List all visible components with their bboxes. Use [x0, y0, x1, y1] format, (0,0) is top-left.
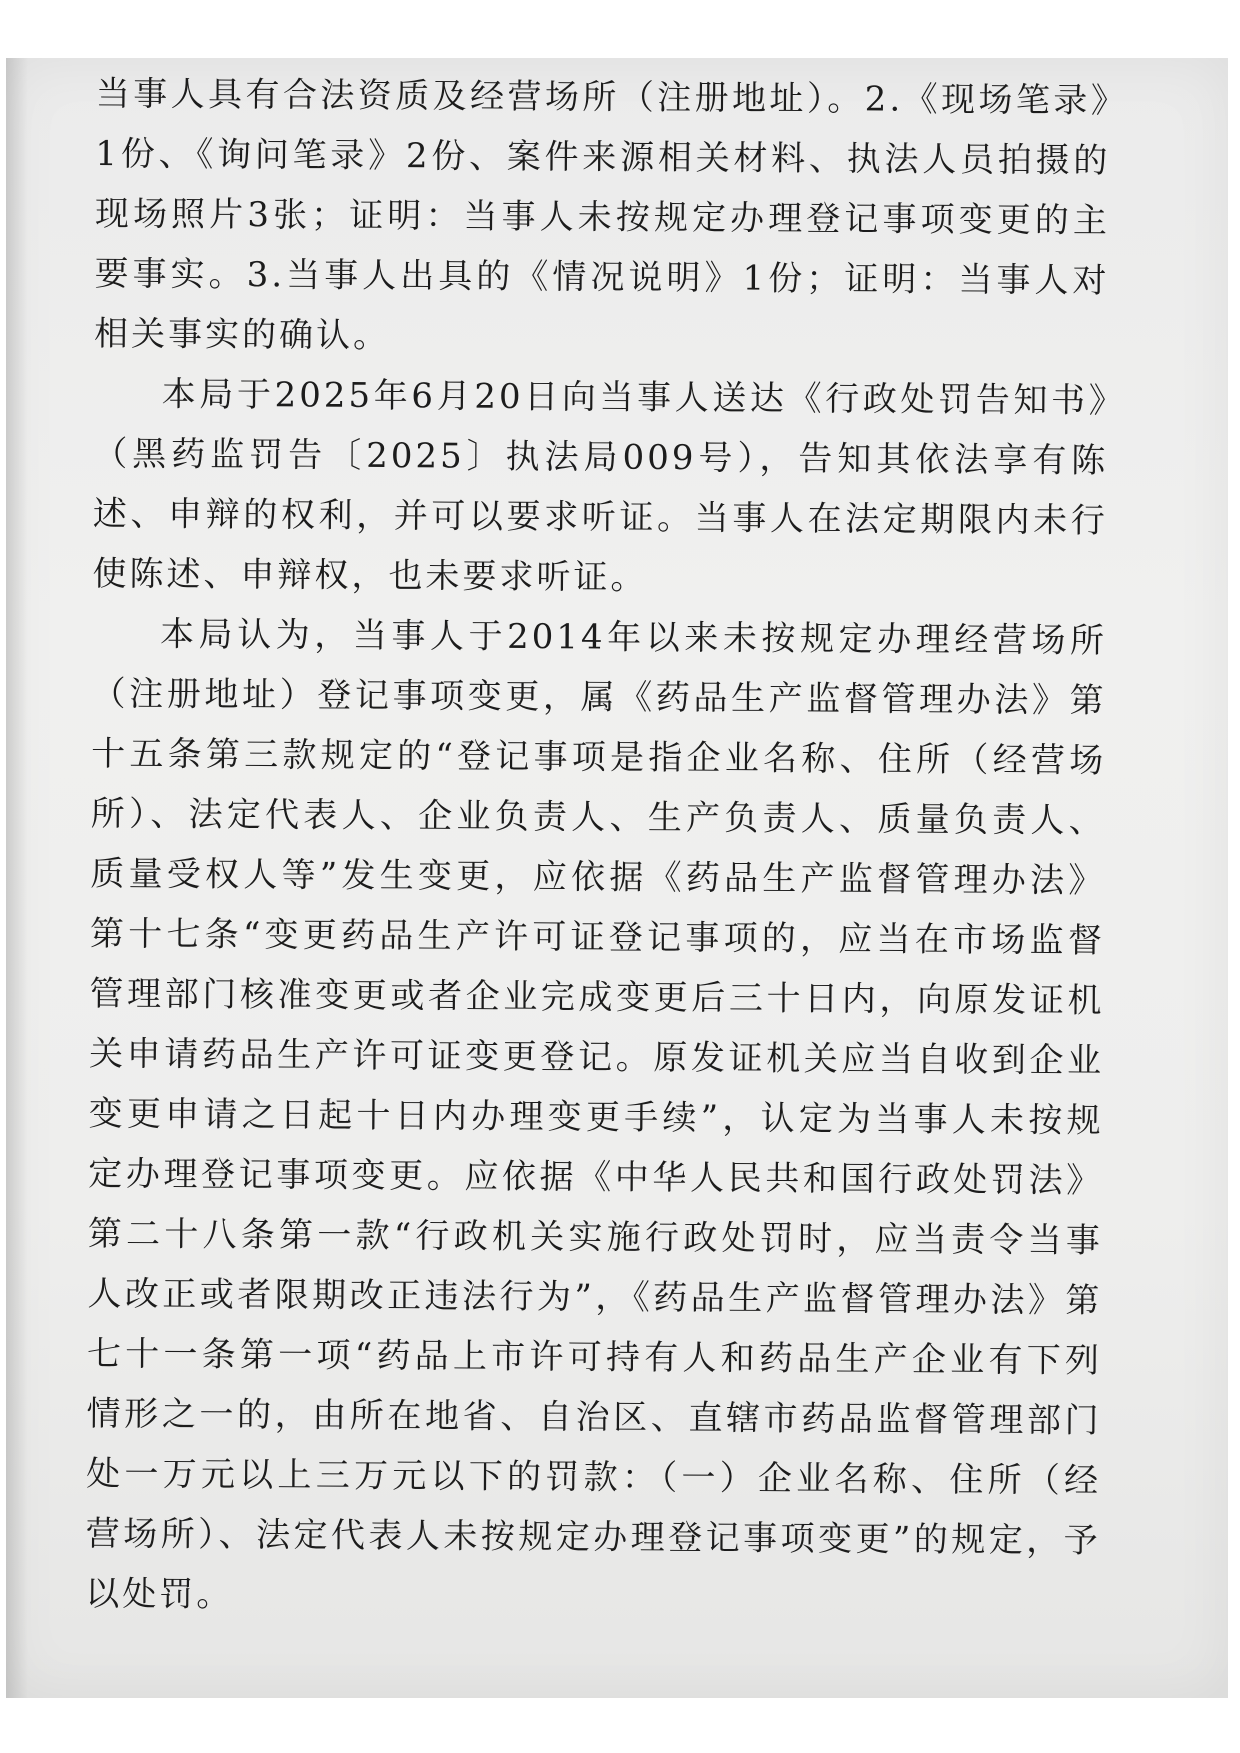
paragraph-finding: 本局认为，当事人于2014年以来未按规定办理经营场所（注册地址）登记事项变更，属《药品生产监督管理办法》第十五条第三款规定的“登记事项是指企业名称、住所（经营场所）、法定代表人、企业负责人、生产负责人、质量负责人、质量受权人等”发生变更，应依据《药品生产监督管理办法》第十七条“变更药品生产许可证登记事项的，应当在市场监督管理部门核准变更或者企业完成变更后三十日内，向原发证机关申请药品生产许可证变更登记。原发证机关应当自收到企业变更申请之日起十日内办理变更手续”，认定为当事人未按规定办理登记事项变更。应依据《中华人民共和国行政处罚法》第二十八条第一款“行政机关实施行政处罚时，应当责令当事人改正或者限期改正违法行为”，《药品生产监督管理办法》第七十一条第一项“药品上市许可持有人和药品生产企业有下列情形之一的，由所在地省、自治区、直辖市药品监督管理部门处一万元以上三万元以下的罚款：（一）企业名称、住所（经营场所）、法定代表人未按规定办理登记事项变更”的规定，予以处罚。 — [85, 614, 1108, 1615]
page-edge-shadow — [6, 58, 28, 1698]
paragraph-notice: 本局于2025年6月20日向当事人送达《行政处罚告知书》（黑药监罚告〔2025〕执法局009号），告知其依法享有陈述、申辩的权利，并可以要求听证。当事人在法定期限内未行使陈述、申辩权，也未要求听证。 — [92, 374, 1109, 598]
paragraph-evidence: 当事人具有合法资质及经营场所（注册地址）。2.《现场笔录》1份、《询问笔录》2份、案件来源相关材料、执法人员拍摄的现场照片3张；证明：当事人未按规定办理登记事项变更的主要事实。3.当事人出具的《情况说明》1份；证明：当事人对相关事实的确认。 — [93, 73, 1111, 357]
document-body — [85, 64, 1111, 1631]
